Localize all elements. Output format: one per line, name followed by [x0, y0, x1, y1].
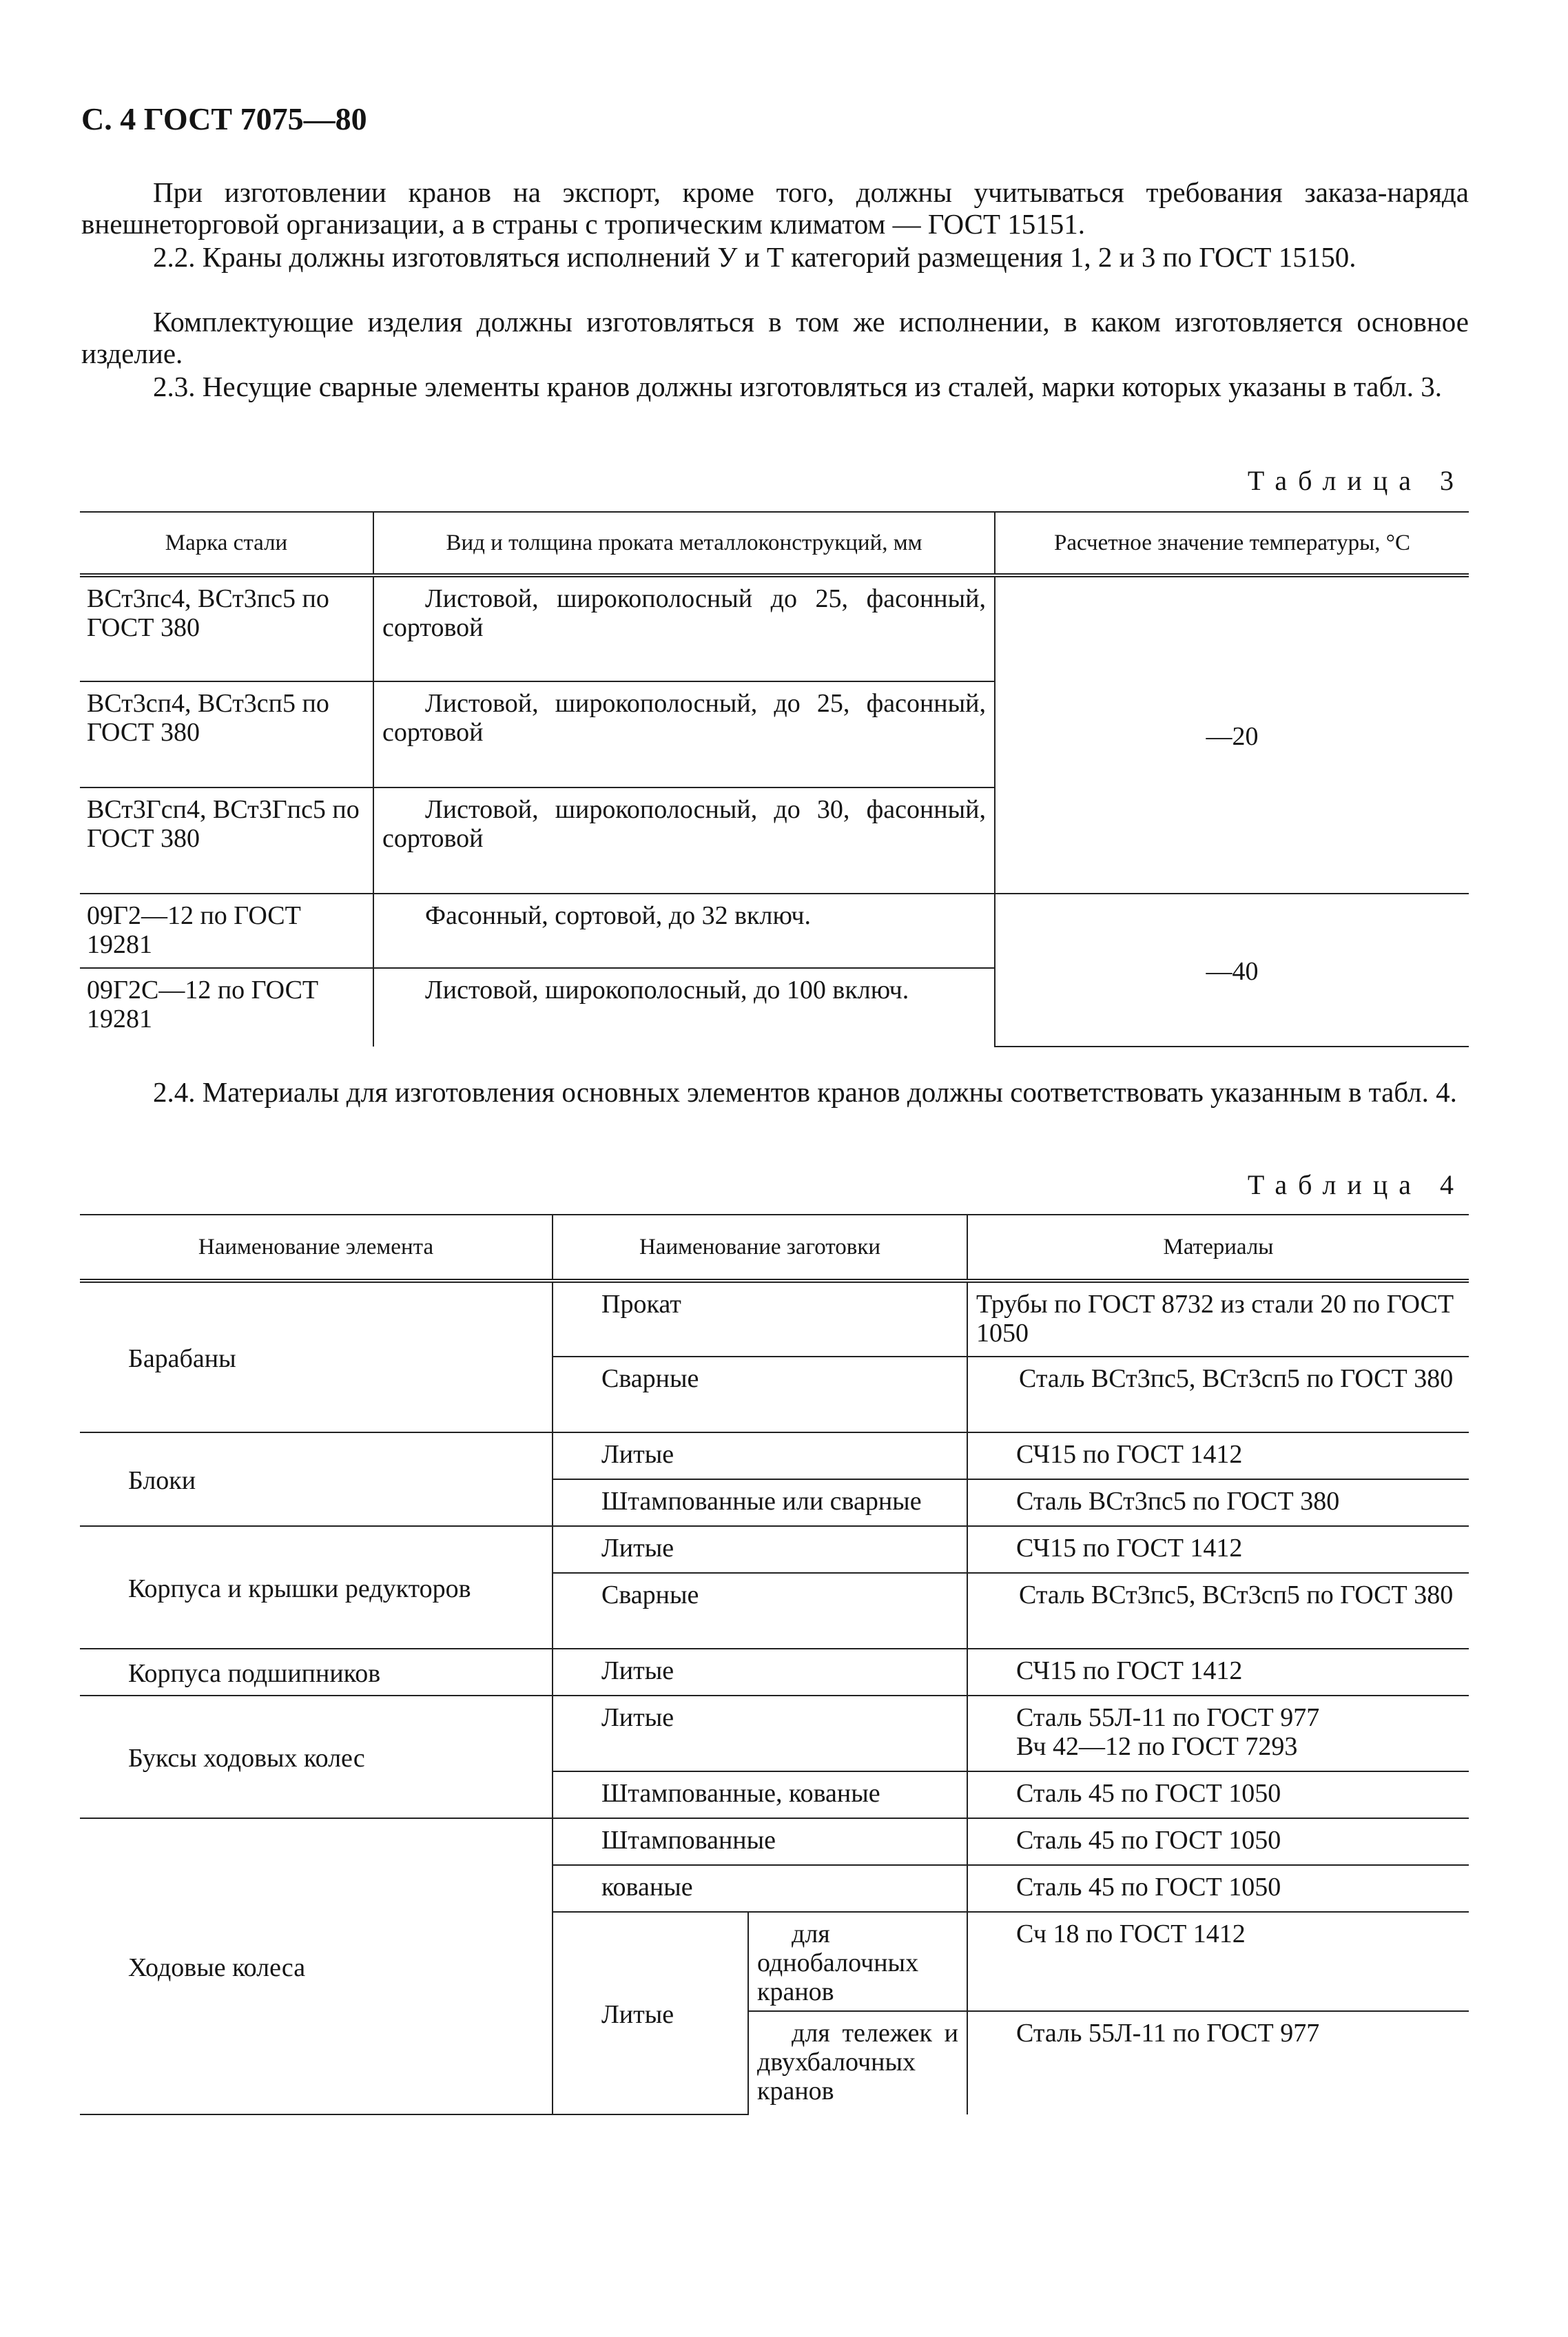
table3-header-temp: Расчетное значение температуры, °С: [995, 512, 1469, 575]
table4-material: Сталь 45 по ГОСТ 1050: [967, 1818, 1469, 1865]
table4-blank: кованые: [553, 1865, 967, 1912]
table-row: [80, 1526, 1469, 1573]
table4-material: [967, 1696, 1469, 1771]
table3-type: Листовой, широкополосный, до 100 включ.: [373, 968, 995, 1047]
table3-temp: —20: [995, 575, 1469, 894]
table3-caption: Таблица 3: [1247, 465, 1465, 496]
paragraph-2-3: 2.3. Несущие сварные элементы кранов должны изготовляться из сталей, марки которых указаны в табл. 3.: [153, 371, 1443, 402]
table4-material: Сталь ВСт3пс5, ВСт3сп5 по ГОСТ 380: [967, 1357, 1469, 1432]
table3-grade: ВСт3пс4, ВСт3пс5 по ГОСТ 380: [80, 575, 373, 681]
table4-element: Корпуса и крышки редукторов: [80, 1526, 553, 1649]
table4-header-element: Наименование элемента: [80, 1215, 553, 1281]
table4-blank: Штампованные: [553, 1818, 967, 1865]
table4-header-materials: Материалы: [967, 1215, 1469, 1281]
table4-material: СЧ15 по ГОСТ 1412: [967, 1649, 1469, 1696]
table4-header-row: [80, 1215, 1469, 1281]
table3-grade: ВСт3сп4, ВСт3сп5 по ГОСТ 380: [80, 681, 373, 787]
paragraph-export: При изготовлении кранов на экспорт, кроме того, должны учитываться требования заказа-наряда внешнеторговой организации, а в страны с тропическим климатом — ГОСТ 15151.: [81, 176, 1469, 240]
table-row: [80, 1281, 1469, 1357]
table4-material: Сталь ВСт3пс5 по ГОСТ 380: [967, 1479, 1469, 1526]
table4-blank: Штампованные, кованые: [553, 1771, 967, 1818]
page-header: С. 4 ГОСТ 7075—80: [81, 101, 367, 136]
table4-material: Сталь ВСт3пс5, ВСт3сп5 по ГОСТ 380: [967, 1573, 1469, 1649]
table4-material: Сч 18 по ГОСТ 1412: [967, 1912, 1469, 2011]
table3-header-grade: Марка стали: [80, 512, 373, 575]
table4-material-line: Сталь 55Л-11 по ГОСТ 977: [1016, 1703, 1320, 1732]
table3: [80, 511, 1469, 1047]
table3-grade: ВСт3Гсп4, ВСт3Гпс5 по ГОСТ 380: [80, 787, 373, 894]
table-row: [80, 894, 1469, 968]
table-row: [80, 1649, 1469, 1696]
table-row: [80, 1432, 1469, 1479]
table4-element: Ходовые колеса: [80, 1818, 553, 2114]
table4-blank: Литые: [553, 1432, 967, 1479]
table3-type: Листовой, широкополосный, до 30, фасонный, сортовой: [373, 787, 995, 894]
table3-type: Листовой, широкополосный, до 25, фасонный, сортовой: [373, 681, 995, 787]
table4-caption: Таблица 4: [1247, 1169, 1465, 1200]
table4-material: Трубы по ГОСТ 8732 из стали 20 по ГОСТ 1050: [967, 1281, 1469, 1357]
paragraph-components: Комплектующие изделия должны изготовляться в том же исполнении, в каком изготовляется основное изделие.: [81, 306, 1469, 369]
paragraph-2-4: 2.4. Материалы для изготовления основных элементов кранов должны соответствовать указанным в табл. 4.: [153, 1076, 1457, 1108]
table-row: [80, 575, 1469, 681]
table4-blank: Литые: [553, 1649, 967, 1696]
table4: [80, 1214, 1469, 2115]
table4-element: Блоки: [80, 1432, 553, 1526]
table4-material: СЧ15 по ГОСТ 1412: [967, 1432, 1469, 1479]
table4-blank-sub: для тележек и двухбалочных кранов: [748, 2011, 967, 2114]
table3-header-row: [80, 512, 1469, 575]
table4-material-line: Вч 42—12 по ГОСТ 7293: [1016, 1732, 1298, 1761]
table3-type: Листовой, широкополосный до 25, фасонный, сортовой: [373, 575, 995, 681]
table4-blank: Литые: [553, 1912, 748, 2114]
table4-blank: Сварные: [553, 1573, 967, 1649]
table4-blank: Литые: [553, 1526, 967, 1573]
table4-material: Сталь 45 по ГОСТ 1050: [967, 1771, 1469, 1818]
table4-element: Буксы ходовых колес: [80, 1696, 553, 1818]
table3-header-type: Вид и толщина проката металлоконструкций, мм: [373, 512, 995, 575]
table-row: [80, 1696, 1469, 1771]
table4-element: Корпуса подшипников: [80, 1649, 553, 1696]
table4-blank: Штампованные или сварные: [553, 1479, 967, 1526]
table3-grade: 09Г2—12 по ГОСТ 19281: [80, 894, 373, 968]
table3-grade: 09Г2С—12 по ГОСТ 19281: [80, 968, 373, 1047]
table4-material: Сталь 45 по ГОСТ 1050: [967, 1865, 1469, 1912]
table4-material: Сталь 55Л-11 по ГОСТ 977: [967, 2011, 1469, 2114]
table3-temp: —40: [995, 894, 1469, 1047]
table4-element: Барабаны: [80, 1281, 553, 1432]
table3-type: Фасонный, сортовой, до 32 включ.: [373, 894, 995, 968]
table4-blank: Сварные: [553, 1357, 967, 1432]
table-row: [80, 1818, 1469, 1865]
paragraph-2-2: 2.2. Краны должны изготовляться исполнений У и Т категорий размещения 1, 2 и 3 по ГОСТ 15150.: [153, 241, 1356, 273]
table4-blank-sub: для однобалочных кранов: [748, 1912, 967, 2011]
table4-material: СЧ15 по ГОСТ 1412: [967, 1526, 1469, 1573]
table4-header-blank: Наименование заготовки: [553, 1215, 967, 1281]
table4-blank: Прокат: [553, 1281, 967, 1357]
table4-blank: Литые: [553, 1696, 967, 1771]
